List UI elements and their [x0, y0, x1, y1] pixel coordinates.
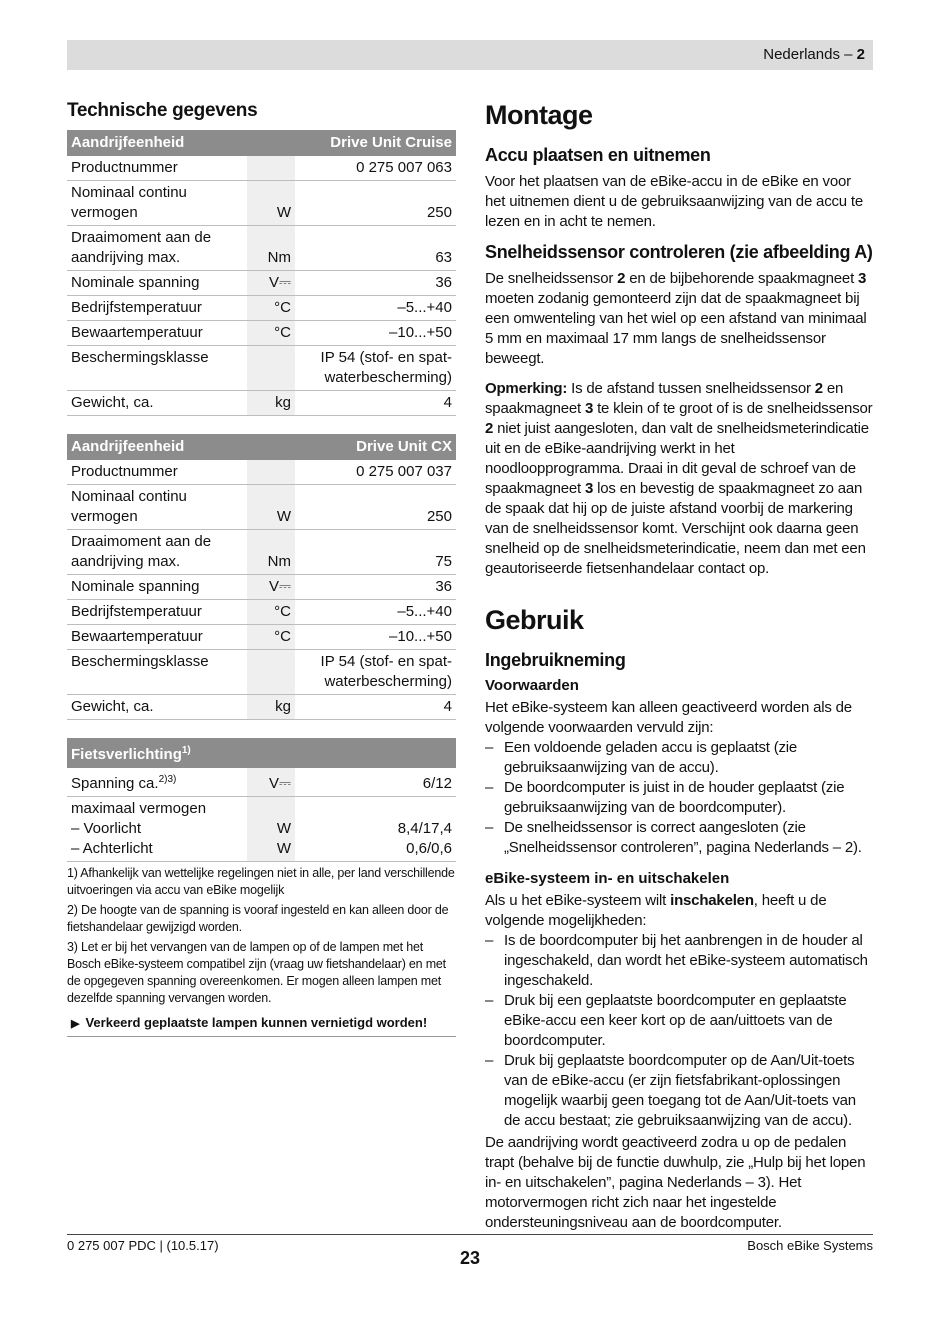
bold-term: inschakelen — [670, 892, 754, 909]
ingebruikneming-heading: Ingebruikneming — [485, 650, 626, 670]
table-row — [67, 530, 456, 575]
list-item: – Is de boordcomputer bij het aanbrengen in de houder al ingeschakeld, dan wordt het eBike-systeem automatisch ingeschakeld. — [485, 931, 875, 991]
spec-table-cx — [67, 434, 456, 720]
ref-number: 3 — [584, 480, 594, 497]
text-span: , heeft u de volgende mogelijkheden: — [485, 892, 827, 929]
voorwaarden-text: Het eBike-systeem kan alleen geactiveerd worden als de volgende voorwaarden vervuld zijn: — [485, 699, 852, 736]
row-value — [295, 797, 456, 862]
table-head-model — [295, 738, 456, 768]
left-column — [67, 100, 456, 1037]
row-unit: Nm — [247, 530, 295, 575]
row-value: –5...+40 — [295, 296, 456, 321]
row-value: –10...+50 — [295, 321, 456, 346]
table-head-label — [67, 738, 247, 768]
text-span: te klein of te groot of is de snelheidssensor — [593, 400, 873, 417]
front-light-label: – Voorlicht — [71, 820, 142, 837]
row-unit — [247, 346, 295, 391]
list-item: – De boordcomputer is juist in de houder geplaatst (zie gebruiksaanwijzing van de boordcomputer). — [485, 778, 875, 818]
text-span: De snelheidssensor — [485, 270, 618, 287]
row-label: Bedrijfstemperatuur — [67, 296, 247, 321]
table-head-unit — [247, 130, 295, 156]
row-unit: W — [247, 181, 295, 226]
row-label: Beschermingsklasse — [67, 346, 247, 391]
row-unit — [247, 156, 295, 181]
sensor-heading: Snelheidssensor controleren (zie afbeelding A) — [485, 242, 873, 262]
voorwaarden-heading: Voorwaarden — [485, 677, 579, 694]
warning-text: Verkeerd geplaatste lampen kunnen vernietigd worden! — [85, 1015, 428, 1030]
front-light-unit: W — [276, 820, 291, 837]
row-value: 4 — [295, 391, 456, 416]
text-span: moeten zodanig gemonteerd zijn dat de spaakmagneet bij een omwenteling van het wiel op een afstand van minimaal 5 mm en maximaal 17 mm langs de snelheidssensor beweegt. — [485, 290, 867, 367]
row-value: 0 275 007 037 — [295, 460, 456, 485]
ref-number: 3 — [858, 270, 867, 287]
row-value: 63 — [295, 226, 456, 271]
lighting-title: Fietsverlichting — [71, 746, 182, 763]
table-row — [67, 485, 456, 530]
ref-number: 2 — [814, 380, 823, 397]
max-power-label: maximaal vermogen — [71, 800, 207, 817]
table-header-row — [67, 130, 456, 156]
table-row — [67, 575, 456, 600]
row-value: IP 54 (stof- en spat-waterbescherming) — [295, 650, 456, 695]
table-head-model: Drive Unit Cruise — [295, 130, 456, 156]
text-span: los en bevestig de spaakmagneet zo aan de spaak dat hij op de juiste afstand voorbij de markering van de snelheidssensor komt. Verschijnt ook daarna geen snelheid op de snelheidsmeterindicatie, neem dan met een geautoriseerde fietsenhandelaar contact op. — [485, 480, 866, 577]
table-head-unit — [247, 434, 295, 460]
rear-light-label: – Achterlicht — [71, 840, 153, 857]
row-unit: °C — [247, 296, 295, 321]
table-row — [67, 650, 456, 695]
row-unit: V⎓ — [247, 575, 295, 600]
footer-brand: Bosch eBike Systems — [747, 1238, 873, 1253]
row-value: 36 — [295, 575, 456, 600]
row-value: 36 — [295, 271, 456, 296]
header-language: Nederlands — [763, 46, 840, 63]
row-label: Nominaal continu vermogen — [67, 485, 247, 530]
aandrijving-text: De aandrijving wordt geactiveerd zodra u op de pedalen trapt (behalve bij de functie duwhulp, zie „Hulp bij het lopen in- en uitschakelen”, pagina Nederlands – 3). Het motorvermogen richt zich naar het ingestelde ondersteuningsniveau aan de boordcomputer. — [485, 1134, 866, 1231]
list-item: – Een voldoende geladen accu is geplaatst (zie gebruiksaanwijzing van de accu). — [485, 738, 875, 778]
row-label: Productnummer — [67, 460, 247, 485]
header-page: 2 — [856, 46, 865, 63]
row-label: Draaimoment aan de aandrijving max. — [67, 530, 247, 575]
row-label: Nominale spanning — [67, 575, 247, 600]
row-value: 250 — [295, 181, 456, 226]
accu-heading: Accu plaatsen en uitnemen — [485, 145, 711, 165]
note-paragraph — [485, 379, 875, 579]
row-label: Bedrijfstemperatuur — [67, 600, 247, 625]
row-label — [67, 797, 247, 862]
row-label: Bewaartemperatuur — [67, 321, 247, 346]
spec-table-lighting — [67, 738, 456, 862]
ref-number: 2 — [485, 420, 494, 437]
list-item: – De snelheidssensor is correct aangesloten (zie „Snelheidssensor controleren”, pagina Nederlands – 2). — [485, 818, 875, 858]
table-row — [67, 768, 456, 797]
schakel-text — [485, 891, 875, 931]
table-row — [67, 600, 456, 625]
row-label: Bewaartemperatuur — [67, 625, 247, 650]
header-label: Nederlands – 2 — [763, 46, 865, 63]
table-row — [67, 226, 456, 271]
row-value: 250 — [295, 485, 456, 530]
row-label: Productnummer — [67, 156, 247, 181]
accu-text: Voor het plaatsen van de eBike-accu in de eBike en voor het uitnemen dient u de gebruiksaanwijzing van de accu te lezen en in acht te nemen. — [485, 173, 864, 230]
rear-light-unit: W — [276, 840, 291, 857]
table-head-model: Drive Unit CX — [295, 434, 456, 460]
table-row — [67, 271, 456, 296]
technical-data-title: Technische gegevens — [67, 100, 258, 121]
text-span: Als u het eBike-systeem wilt — [485, 892, 671, 909]
row-unit: kg — [247, 695, 295, 720]
row-label: Gewicht, ca. — [67, 391, 247, 416]
row-label: Nominale spanning — [67, 271, 247, 296]
page-number: 23 — [460, 1248, 481, 1268]
table-head-unit — [247, 738, 295, 768]
row-unit: V⎓ — [247, 768, 295, 797]
row-unit: °C — [247, 321, 295, 346]
row-unit: Nm — [247, 226, 295, 271]
table-row — [67, 156, 456, 181]
row-value: 75 — [295, 530, 456, 575]
text-span: en de bijbehorende spaakmagneet — [625, 270, 859, 287]
table-header-row — [67, 434, 456, 460]
row-value: –10...+50 — [295, 625, 456, 650]
schakel-list — [485, 931, 875, 1131]
row-unit: W — [247, 485, 295, 530]
sensor-paragraph — [485, 269, 875, 369]
footer-divider — [67, 1234, 873, 1235]
row-label: Beschermingsklasse — [67, 650, 247, 695]
text-span: en spaakmagneet — [485, 380, 844, 417]
rear-light-value: 0,6/0,6 — [406, 840, 452, 857]
row-label — [67, 768, 247, 797]
row-unit — [247, 650, 295, 695]
table-head-label: Aandrijfeenheid — [67, 434, 247, 460]
row-unit — [247, 797, 295, 862]
row-label: Gewicht, ca. — [67, 695, 247, 720]
footnote-ref: 2)3) — [158, 774, 177, 785]
table-row — [67, 391, 456, 416]
row-label: Draaimoment aan de aandrijving max. — [67, 226, 247, 271]
front-light-value: 8,4/17,4 — [397, 820, 452, 837]
row-unit: kg — [247, 391, 295, 416]
row-unit: °C — [247, 600, 295, 625]
voorwaarden-list — [485, 738, 875, 858]
row-value: 4 — [295, 695, 456, 720]
footnote-2: 2) De hoogte van de spanning is vooraf ingesteld en kan alleen door de fietshandelaar gewijzigd worden. — [67, 903, 449, 934]
ref-number: 3 — [584, 400, 594, 417]
table-row — [67, 625, 456, 650]
table-head-label: Aandrijfeenheid — [67, 130, 247, 156]
spanning-label: Spanning ca. — [71, 775, 159, 792]
table-row — [67, 296, 456, 321]
montage-heading: Montage — [485, 100, 593, 130]
warning-note — [67, 1015, 456, 1037]
row-unit: °C — [247, 625, 295, 650]
table-row — [67, 460, 456, 485]
table-row — [67, 321, 456, 346]
table-row — [67, 346, 456, 391]
text-span: niet juist aangesloten, dan valt de snelheidsmeterindicatie uit en de eBike-aandrijving werkt in het noodloopprogramma. Draai in dit geval de schroef van de spaakmagneet — [485, 420, 869, 497]
list-item: – Druk bij een geplaatste boordcomputer en geplaatste eBike-accu een keer kort op de aan/uittoets van de boordcomputer. — [485, 991, 875, 1051]
list-item: – Druk bij geplaatste boordcomputer op de Aan/Uit-toets van de eBike-accu (er zijn fietsfabrikant-oplossingen mogelijk waarbij geen toegang tot de Aan/Uit-toets van de accu bestaat; zie gebruiksaanwijzing van de accu). — [485, 1051, 875, 1131]
table-row — [67, 797, 456, 862]
footnote-3: 3) Let er bij het vervangen van de lampen op of de lampen met het Bosch eBike-systeem compatibel zijn (vraag uw fietshandelaar) en met de opgegeven spanning overeenkomen. Er mogen alleen lampen met dezelfde spanning vervangen worden. — [67, 940, 446, 1005]
row-value: IP 54 (stof- en spat-waterbescherming) — [295, 346, 456, 391]
ref-number: 2 — [617, 270, 626, 287]
schakel-heading: eBike-systeem in- en uitschakelen — [485, 870, 730, 887]
row-value: –5...+40 — [295, 600, 456, 625]
table-header-row — [67, 738, 456, 768]
spec-table-cruise — [67, 130, 456, 416]
gebruik-heading: Gebruik — [485, 605, 584, 635]
footnote-ref: 1) — [181, 745, 191, 756]
row-value: 6/12 — [295, 768, 456, 797]
page-header-bar — [67, 40, 873, 70]
row-unit — [247, 460, 295, 485]
footnote-1: 1) Afhankelijk van wettelijke regelingen niet in alle, per land verschillende uitvoeringen via accu van eBike mogelijk — [67, 866, 455, 897]
row-label: Nominaal continu vermogen — [67, 181, 247, 226]
text-span: Is de afstand tussen snelheidssensor — [567, 380, 815, 397]
row-value: 0 275 007 063 — [295, 156, 456, 181]
footer-doc-id: 0 275 007 PDC | (10.5.17) — [67, 1238, 219, 1253]
row-unit: V⎓ — [247, 271, 295, 296]
note-label: Opmerking: — [485, 380, 568, 397]
triangle-right-icon: ▶ — [71, 1018, 80, 1030]
table-row — [67, 695, 456, 720]
table-row — [67, 181, 456, 226]
right-column — [485, 100, 875, 1243]
